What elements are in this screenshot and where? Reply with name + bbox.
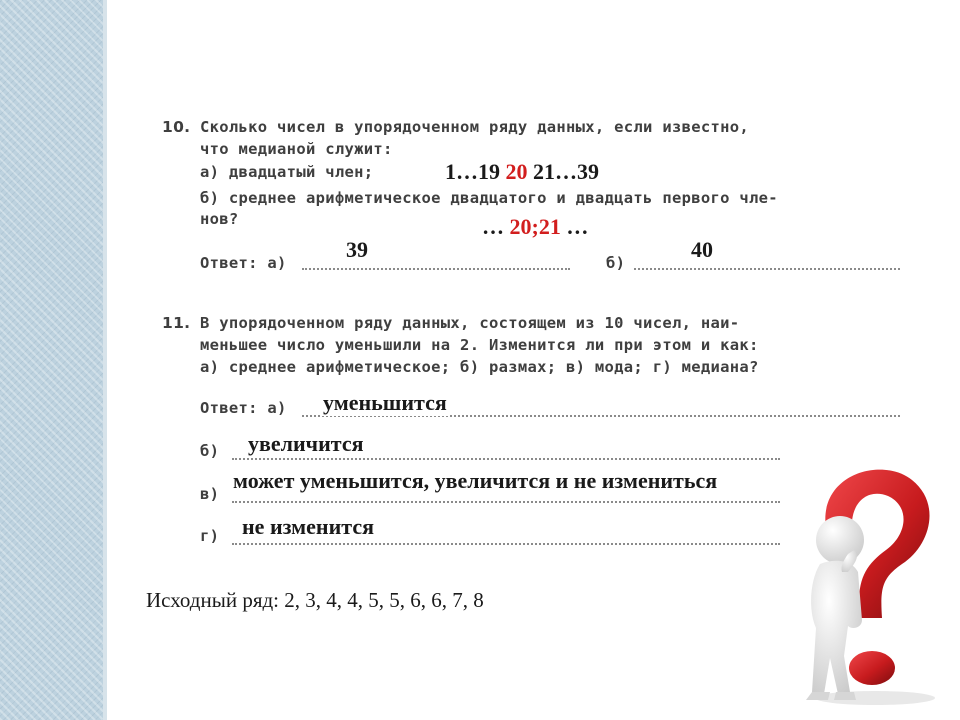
- problem-10-answer-label: Ответ: а): [200, 254, 287, 272]
- answer-line-a: [302, 268, 570, 270]
- answer-line-11v: [232, 501, 780, 503]
- problem-11-line-2: меньшее число уменьшили на 2. Изменится ли при этом и как:: [200, 336, 759, 354]
- label-11-v: в): [200, 485, 220, 503]
- median-value: 20: [505, 159, 528, 184]
- question-mark-figure-icon: [790, 460, 955, 715]
- median-illustration-b: [482, 214, 588, 240]
- problem-10-line-2: что медианой служит:: [200, 140, 393, 158]
- problem-10-line-1: Сколько чисел в упорядоченном ряду данных, если известно,: [200, 118, 750, 136]
- answer-line-11g: [232, 543, 780, 545]
- problem-11-number: 11.: [162, 314, 191, 332]
- answer-11-b: увеличится: [245, 431, 367, 457]
- decorative-sidebar: [0, 0, 103, 720]
- problem-10-item-b-cont: нов?: [200, 210, 239, 228]
- problem-11-line-1: В упорядоченном ряду данных, состоящем из 10 чисел, наи-: [200, 314, 740, 332]
- median-pair: 20;21: [509, 214, 561, 239]
- label-11-b: б): [200, 442, 220, 460]
- sidebar-edge: [103, 0, 107, 720]
- problem-10-answer-b-label: б): [606, 254, 626, 272]
- label-11-g: г): [200, 527, 220, 545]
- range-after: 21…39: [533, 159, 599, 184]
- problem-10-item-a: а) двадцатый член;: [200, 163, 374, 181]
- answer-11-g: не изменится: [239, 514, 377, 540]
- answer-10-a: 39: [346, 237, 368, 262]
- answer-10-b: 40: [691, 237, 713, 262]
- range-before: 1…19: [445, 159, 500, 184]
- answer-11-a: уменьшится: [320, 390, 450, 416]
- ellipsis-before: …: [482, 214, 504, 239]
- answer-line-11b: [232, 458, 780, 460]
- problem-11-line-3: а) среднее арифметическое; б) размах; в) мода; г) медиана?: [200, 358, 759, 376]
- ellipsis-after: …: [566, 214, 589, 239]
- answer-line-b: [634, 268, 900, 270]
- median-illustration-a: [445, 159, 599, 185]
- answer-11-v: может уменьшится, увеличится и не измениться: [230, 468, 720, 494]
- problem-10-number: 10.: [162, 118, 191, 136]
- problem-11-answer-label: Ответ: а): [200, 399, 287, 417]
- problem-10-item-b: б) среднее арифметическое двадцатого и двадцать первого чле-: [200, 189, 778, 207]
- source-series: Исходный ряд: 2, 3, 4, 4, 5, 5, 6, 6, 7, 8: [146, 588, 484, 612]
